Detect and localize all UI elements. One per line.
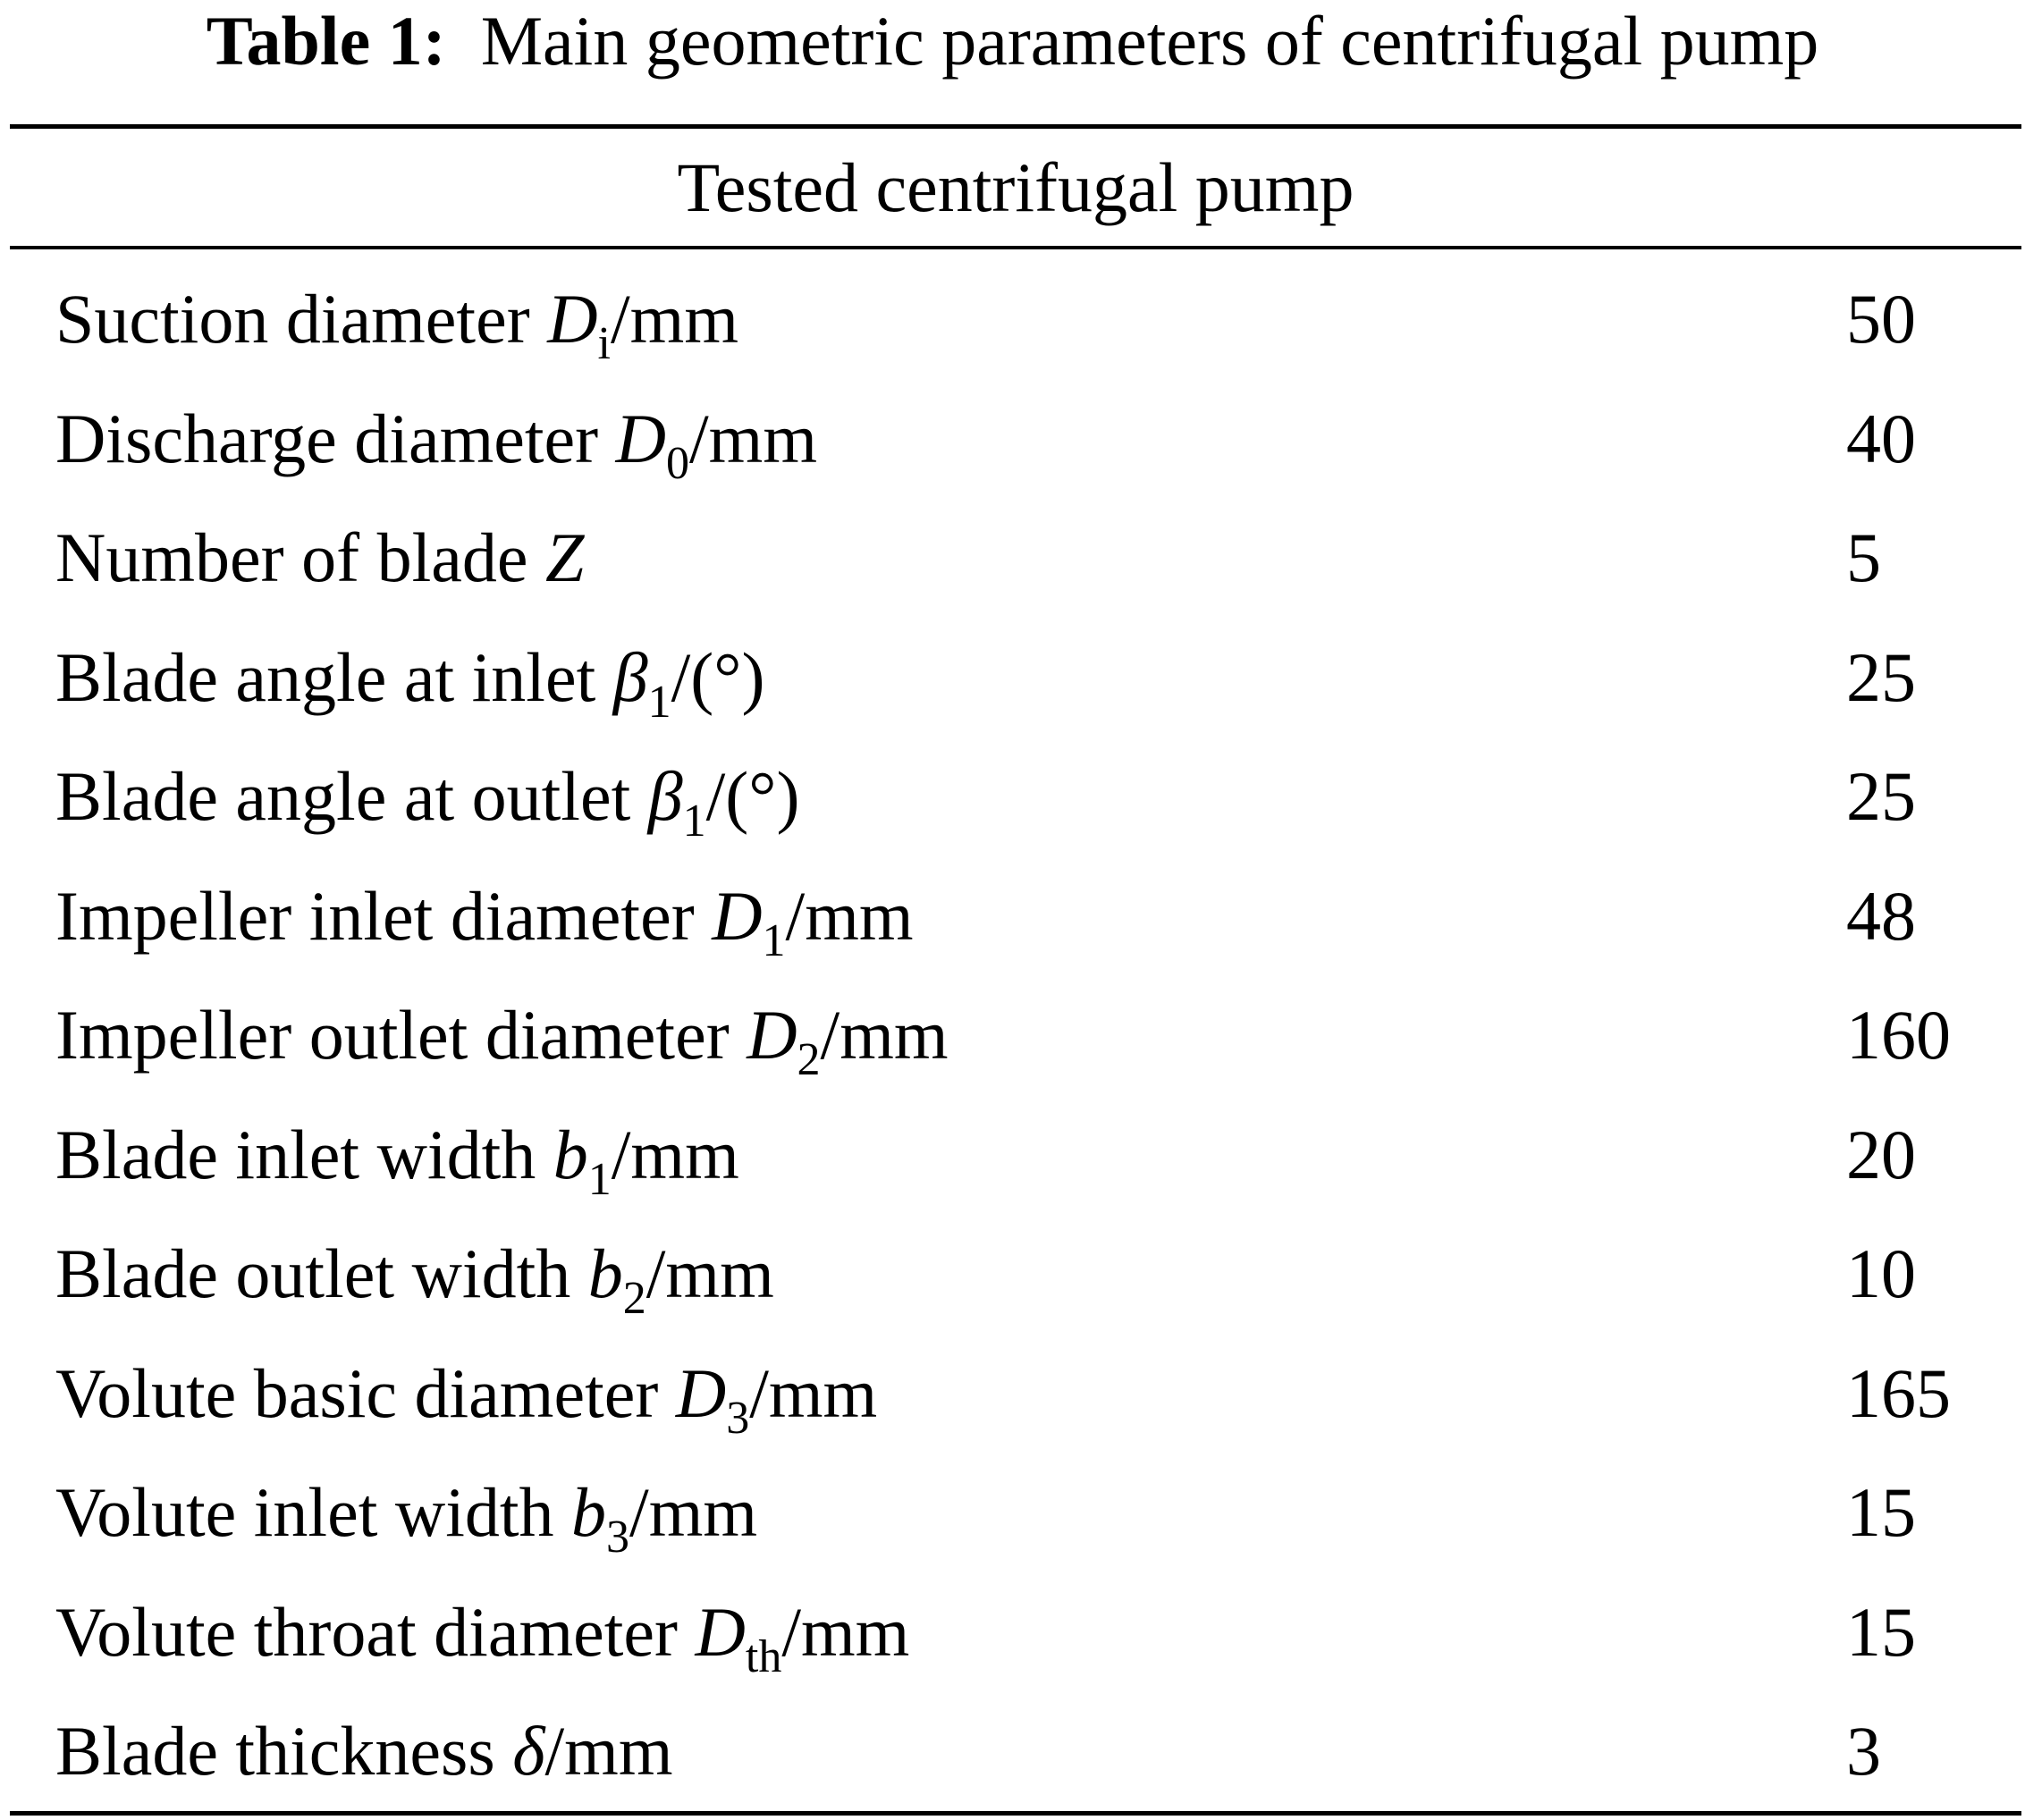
- parameter-unit: /mm: [629, 1473, 758, 1551]
- parameter-unit: /mm: [611, 1115, 739, 1193]
- table-row: [0, 618, 2025, 737]
- table-row: [0, 379, 2025, 499]
- parameter-subscript: 1: [647, 676, 671, 728]
- table-row: [0, 259, 2025, 379]
- table-row: [0, 1334, 2025, 1453]
- parameter-symbol: D: [695, 1592, 746, 1671]
- parameter-unit: /(°): [705, 757, 800, 835]
- table-row: [0, 498, 2025, 618]
- parameter-label: Impeller inlet diameter: [55, 876, 713, 955]
- parameter-subscript: th: [745, 1630, 782, 1682]
- parameter-name: [55, 618, 764, 737]
- parameter-symbol: δ: [512, 1712, 545, 1790]
- parameter-value: 15: [1846, 1592, 1916, 1671]
- parameter-symbol: b: [553, 1115, 588, 1193]
- parameter-symbol: b: [571, 1473, 607, 1551]
- parameter-name: [55, 856, 914, 976]
- parameter-label: Blade thickness: [55, 1712, 513, 1790]
- table-row: [0, 975, 2025, 1095]
- parameter-symbol: D: [615, 399, 666, 477]
- parameter-symbol: D: [747, 996, 797, 1074]
- parameter-value: 15: [1846, 1473, 1916, 1551]
- parameter-label: Discharge diameter: [55, 399, 616, 477]
- parameter-value: 25: [1846, 757, 1916, 835]
- parameter-subscript: i: [597, 318, 611, 370]
- parameter-subscript: 2: [797, 1034, 821, 1086]
- parameter-symbol: D: [712, 876, 763, 955]
- table-group-header: Tested centrifugal pump: [677, 148, 1354, 226]
- parameter-value: 25: [1846, 637, 1916, 716]
- table-row: [0, 737, 2025, 856]
- table-row: [0, 1572, 2025, 1692]
- parameter-name: [55, 379, 817, 499]
- parameter-unit: /mm: [785, 876, 914, 955]
- parameter-unit: /mm: [781, 1592, 910, 1671]
- parameter-value: 40: [1846, 399, 1916, 477]
- table-row: [0, 1453, 2025, 1572]
- parameter-name: [55, 1095, 739, 1215]
- table-header-rule: [10, 246, 2021, 249]
- table-row: [0, 1095, 2025, 1215]
- parameter-name: [55, 259, 738, 379]
- parameter-label: Volute throat diameter: [55, 1592, 696, 1671]
- parameter-value: 48: [1846, 876, 1916, 955]
- parameter-name: [55, 1453, 757, 1572]
- parameter-value: 3: [1846, 1712, 1881, 1790]
- parameter-unit: /mm: [611, 280, 739, 358]
- parameter-name: [55, 1691, 673, 1811]
- parameter-subscript: 3: [726, 1392, 750, 1444]
- parameter-name: [55, 1214, 774, 1334]
- parameter-label: Suction diameter: [55, 280, 548, 358]
- parameter-symbol: D: [547, 280, 598, 358]
- table-caption-label: Table 1:: [206, 2, 446, 80]
- parameter-label: Impeller outlet diameter: [55, 996, 747, 1074]
- parameter-subscript: 1: [587, 1153, 612, 1205]
- table-caption: [0, 0, 2025, 82]
- parameter-symbol: β: [647, 757, 683, 835]
- parameter-symbol: Z: [544, 518, 585, 596]
- parameter-unit: /mm: [688, 399, 817, 477]
- parameter-subscript: 1: [762, 914, 786, 966]
- parameter-symbol: b: [587, 1234, 623, 1312]
- parameter-name: [55, 1334, 877, 1453]
- parameter-value: 20: [1846, 1115, 1916, 1193]
- parameter-label: Volute inlet width: [55, 1473, 572, 1551]
- parameter-name: [55, 498, 584, 618]
- parameter-name: [55, 1572, 909, 1692]
- table-caption-text: Main geometric parameters of centrifugal pump: [480, 2, 1819, 80]
- parameter-subscript: 0: [665, 437, 689, 489]
- table-row: [0, 1691, 2025, 1811]
- parameter-unit: /(°): [671, 637, 765, 716]
- parameter-unit: /mm: [749, 1353, 878, 1432]
- parameter-subscript: 2: [622, 1273, 646, 1325]
- parameter-name: [55, 975, 949, 1095]
- parameter-value: 160: [1846, 996, 1951, 1074]
- table-body: [0, 259, 2025, 1806]
- parameter-value: 10: [1846, 1234, 1916, 1312]
- parameter-value: 165: [1846, 1353, 1951, 1432]
- parameter-unit: /mm: [544, 1712, 673, 1790]
- parameter-label: Blade inlet width: [55, 1115, 553, 1193]
- parameter-value: 5: [1846, 518, 1881, 596]
- parameter-label: Blade angle at inlet: [55, 637, 613, 716]
- table-bottom-rule: [10, 1811, 2021, 1816]
- parameter-name: [55, 737, 799, 856]
- parameter-symbol: β: [612, 637, 648, 716]
- table-row: [0, 856, 2025, 976]
- parameter-subscript: 3: [606, 1512, 630, 1563]
- table-row: [0, 1214, 2025, 1334]
- parameter-label: Volute basic diameter: [55, 1353, 676, 1432]
- parameter-label: Number of blade: [55, 518, 545, 596]
- parameter-label: Blade outlet width: [55, 1234, 588, 1312]
- parameter-symbol: D: [675, 1353, 727, 1432]
- table-top-rule: [10, 124, 2021, 129]
- parameter-value: 50: [1846, 280, 1916, 358]
- parameter-unit: /mm: [820, 996, 949, 1074]
- parameter-label: Blade angle at outlet: [55, 757, 648, 835]
- parameter-subscript: 1: [682, 796, 706, 847]
- parameter-unit: /mm: [645, 1234, 774, 1312]
